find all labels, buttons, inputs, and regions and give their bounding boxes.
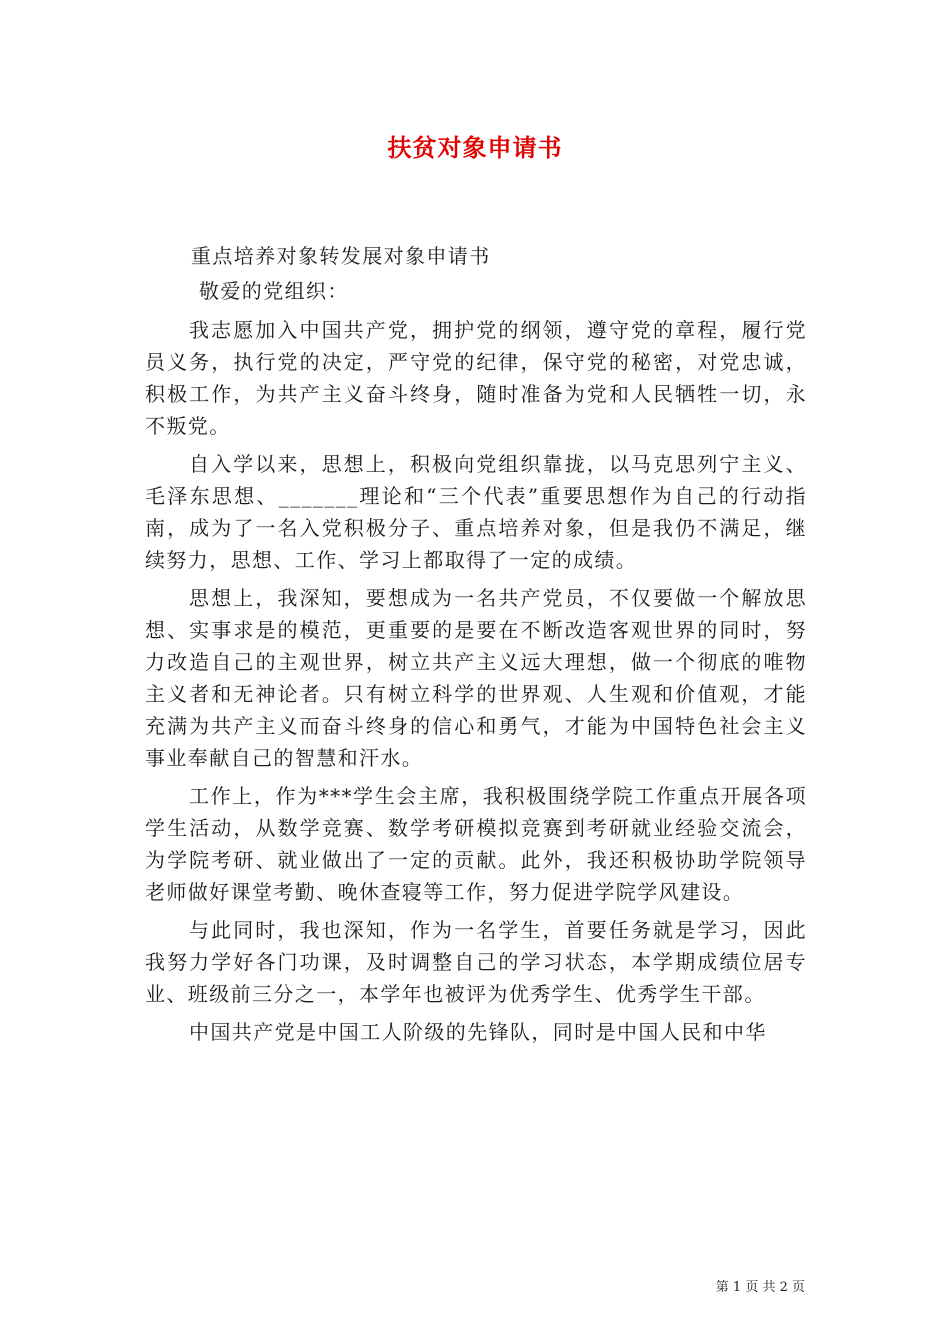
body-paragraph-5: 与此同时，我也深知，作为一名学生，首要任务就是学习，因此我努力学好各门功课，及时调整自己的学习状态，本学期成绩位居专业、班级前三分之一，本学年也被评为优秀学生、优秀学生干部。 [145,918,807,1006]
body-paragraph-1: 我志愿加入中国共产党，拥护党的纲领，遵守党的章程，履行党员义务，执行党的决定，严守党的纪律，保守党的秘密，对党忠诚，积极工作，为共产主义奋斗终身，随时准备为党和人民牺牲一切，永不叛党。 [145,318,807,438]
body-paragraph-2: 自入学以来，思想上，积极向党组织靠拢，以马克思列宁主义、毛泽东思想、_______理论和“三个代表”重要思想作为自己的行动指南，成为了一名入党积极分子、重点培养对象，但是我仍不满足，继续努力，思想、工作、学习上都取得了一定的成绩。 [145,452,807,572]
body-paragraph-3: 思想上，我深知，要想成为一名共产党员，不仅要做一个解放思想、实事求是的模范，更重要的是要在不断改造客观世界的同时，努力改造自己的主观世界，树立共产主义远大理想，做一个彻底的唯物主义者和无神论者。只有树立科学的世界观、人生观和价值观，才能充满为共产主义而奋斗终身的信心和勇气，才能为中国特色社会主义事业奉献自己的智慧和汗水。 [145,586,807,770]
document-title: 扶贫对象申请书 [387,133,563,162]
salutation: 敬爱的党组织： [199,279,349,303]
document-heading: 重点培养对象转发展对象申请书 [191,244,491,268]
document-body [145,240,807,1054]
page-indicator: 第 1 页 共 2 页 [715,1280,805,1295]
body-paragraph-4: 工作上，作为***学生会主席，我积极围绕学院工作重点开展各项学生活动，从数学竞赛、数学考研模拟竞赛到考研就业经验交流会，为学院考研、就业做出了一定的贡献。此外，我还积极协助学院领导老师做好课堂考勤、晚休查寝等工作，努力促进学院学风建设。 [145,784,807,904]
body-paragraph-6: 中国共产党是中国工人阶级的先锋队，同时是中国人民和中华 [189,1020,767,1044]
